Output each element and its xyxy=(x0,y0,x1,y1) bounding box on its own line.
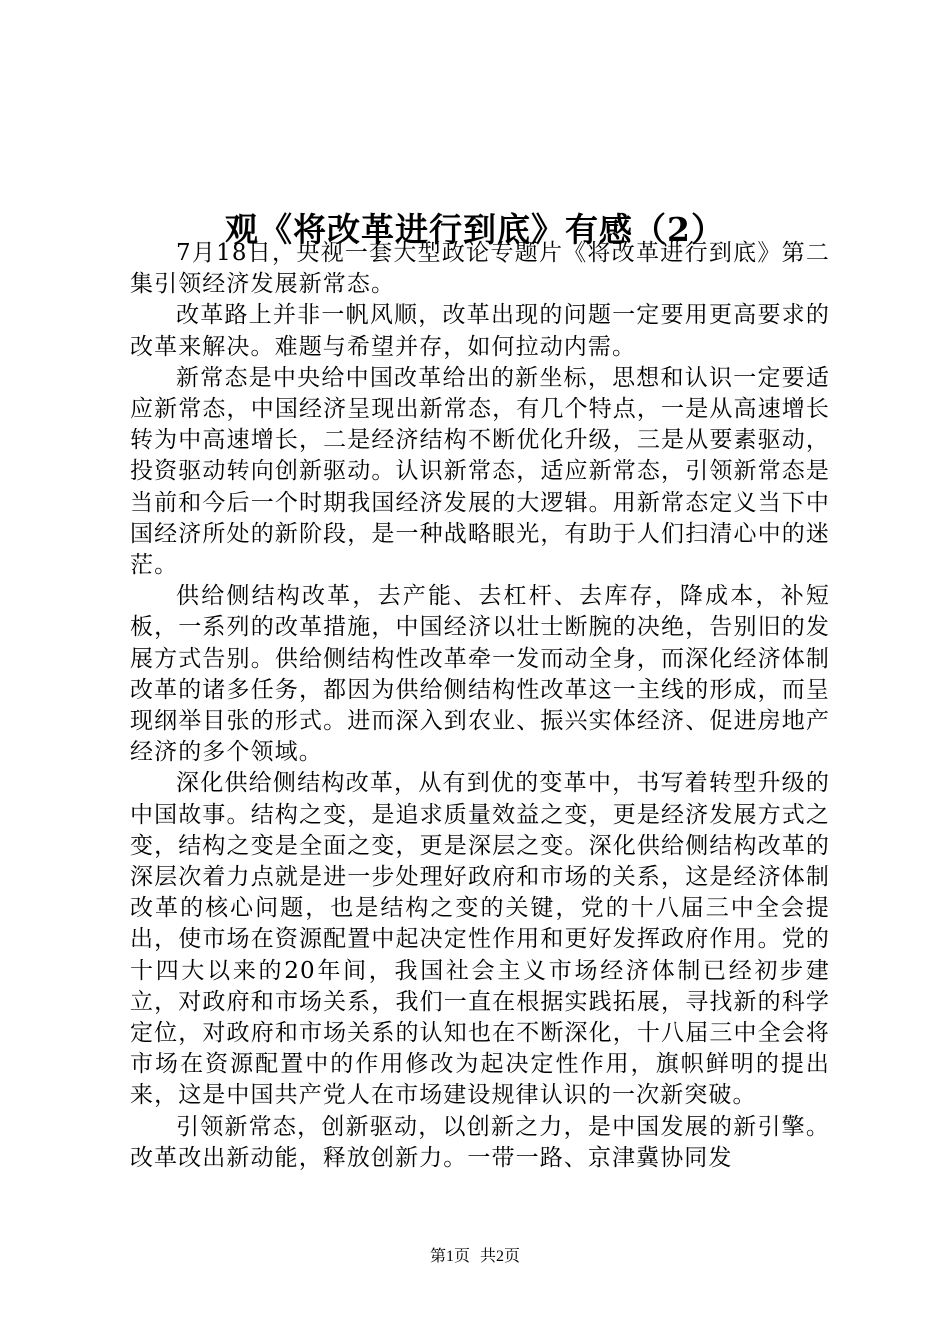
paragraph-4: 供给侧结构改革，去产能、去杠杆、去库存，降成本，补短板，一系列的改革措施，中国经济以壮士断腕的决绝，告别旧的发展方式告别。供给侧结构性改革牵一发而动全身，而深化经济体制改革的诸多任务，都因为供给侧结构性改革这一主线的形成，而呈现纲举目张的形式。进而深入到农业、振兴实体经济、促进房地产经济的多个领域。 xyxy=(130,583,830,766)
paragraph-1: 7月18日，央视一套大型政论专题片《将改革进行到底》第二集引领经济发展新常态。 xyxy=(130,240,830,298)
page-number: 第1页 xyxy=(429,1248,470,1265)
paragraph-5: 深化供给侧结构改革，从有到优的变革中，书写着转型升级的中国故事。结构之变，是追求质量效益之变，更是经济发展方式之变，结构之变是全面之变，更是深层之变。深化供给侧结构改革的深层次着力点就是进一步处理好政府和市场的关系，这是经济体制改革的核心问题，也是结构之变的关键，党的十八届三中全会提出，使市场在资源配置中起决定性作用和更好发挥政府作用。党的十四大以来的20年间，我国社会主义市场经济体制已经初步建立，对政府和市场关系，我们一直在根据实践拓展，寻找新的科学定位，对政府和市场关系的认知也在不断深化，十八届三中全会将市场在资源配置中的作用修改为起决定性作用，旗帜鲜明的提出来，这是中国共产党人在市场建设规律认识的一次新突破。 xyxy=(130,770,830,1109)
paragraph-3: 新常态是中央给中国改革给出的新坐标，思想和认识一定要适应新常态，中国经济呈现出新常态，有几个特点，一是从高速增长转为中高速增长，二是经济结构不断优化升级，三是从要素驱动，投资驱动转向创新驱动。认识新常态，适应新常态，引领新常态是当前和今后一个时期我国经济发展的大逻辑。用新常态定义当下中国经济所处的新阶段，是一种战略眼光，有助于人们扫清心中的迷茫。 xyxy=(130,364,830,579)
document-body xyxy=(130,238,830,1174)
page-footer xyxy=(0,1247,950,1267)
document-title: 观《将改革进行到底》有感（2） xyxy=(225,210,725,250)
page-total: 共2页 xyxy=(480,1248,521,1265)
paragraph-2: 改革路上并非一帆风顺，改革出现的问题一定要用更高要求的改革来解决。难题与希望并存，如何拉动内需。 xyxy=(130,302,830,360)
paragraph-6: 引领新常态，创新驱动，以创新之力，是中国发展的新引擎。改革改出新动能，释放创新力。一带一路、京津冀协同发 xyxy=(130,1113,830,1171)
